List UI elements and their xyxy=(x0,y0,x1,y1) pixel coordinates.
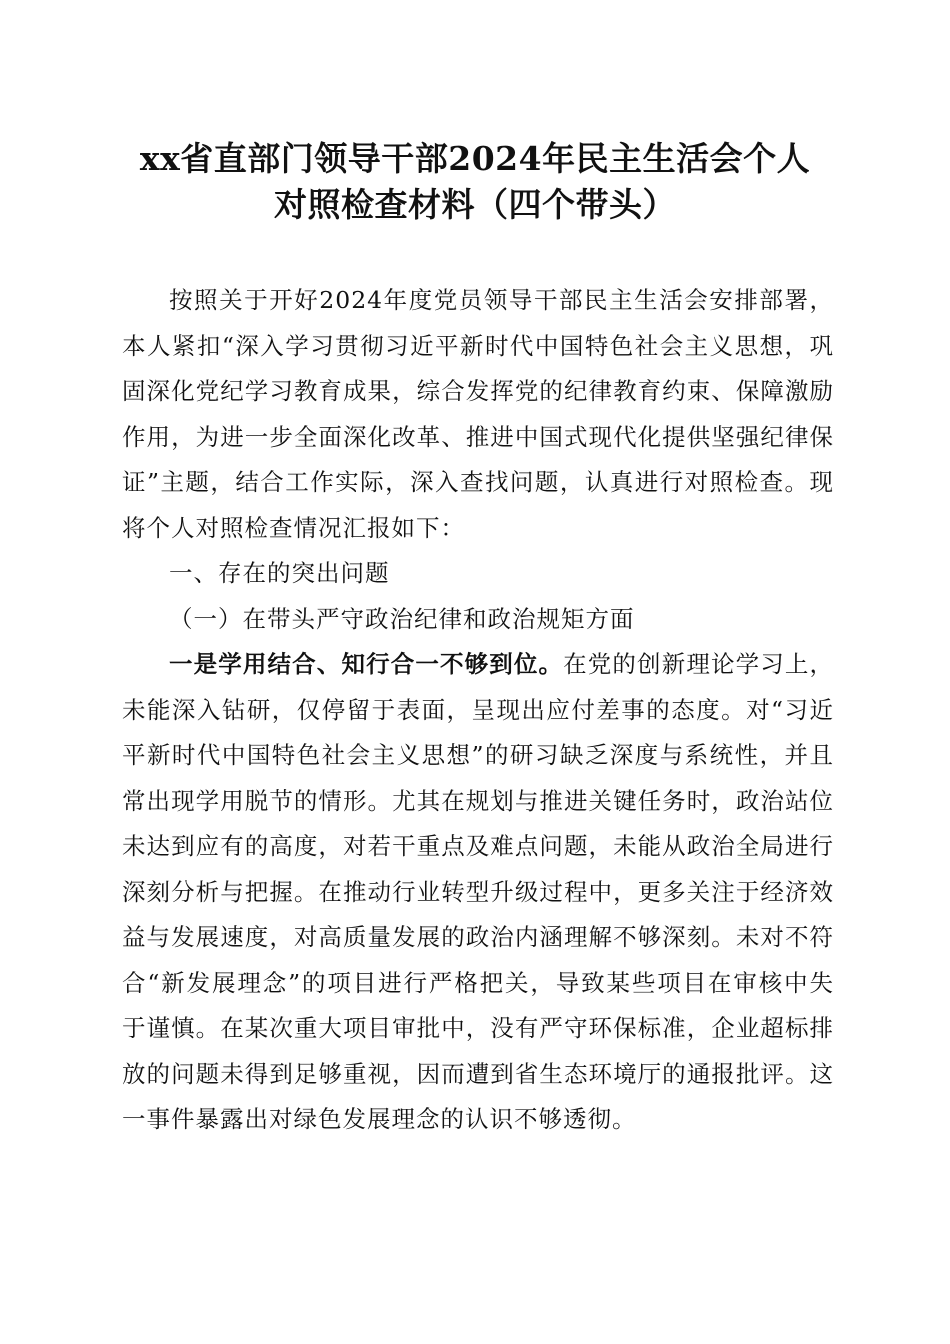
point-1-body: 在党的创新理论学习上，未能深入钻研，仅停留于表面，呈现出应付差事的态度。对“习近平新时代中国特色社会主义思想”的研习缺乏深度与系统性，并且常出现学用脱节的情形。尤其在规划与推进关键任务时，政治站位未达到应有的高度，对若干重点及难点问题，未能从政治全局进行深刻分析与把握。在推动行业转型升级过程中，更多关注于经济效益与发展速度，对高质量发展的政治内涵理解不够深刻。未对不符合“新发展理念”的项目进行严格把关，导致某些项目在审核中失于谨慎。在某次重大项目审批中，没有严守环保标准，企业超标排放的问题未得到足够重视，因而遭到省生态环境厅的通报批评。这一事件暴露出对绿色发展理念的认识不够透彻。 xyxy=(122,650,835,1133)
section-heading-1: 一、存在的突出问题 xyxy=(169,559,390,587)
intro-paragraph: 按照关于开好2024年度党员领导干部民主生活会安排部署，本人紧扣“深入学习贯彻习近平新时代中国特色社会主义思想，巩固深化党纪学习教育成果，综合发挥党的纪律教育约束、保障激励作用，为进一步全面深化改革、推进中国式现代化提供坚强纪律保证”主题，结合工作实际，深入查找问题，认真进行对照检查。现将个人对照检查情况汇报如下： xyxy=(122,286,834,542)
title-line-1: xx省直部门领导干部2024年民主生活会个人 xyxy=(139,139,811,178)
point-1-lead: 一是学用结合、知行合一不够到位。 xyxy=(169,650,564,678)
point-1-paragraph xyxy=(122,642,834,1143)
subsection-heading-1: （一）在带头严守政治纪律和政治规矩方面 xyxy=(169,604,635,633)
document-body xyxy=(122,278,834,1143)
document-title xyxy=(100,136,850,228)
title-line-2: 对照检查材料（四个带头） xyxy=(274,185,676,224)
